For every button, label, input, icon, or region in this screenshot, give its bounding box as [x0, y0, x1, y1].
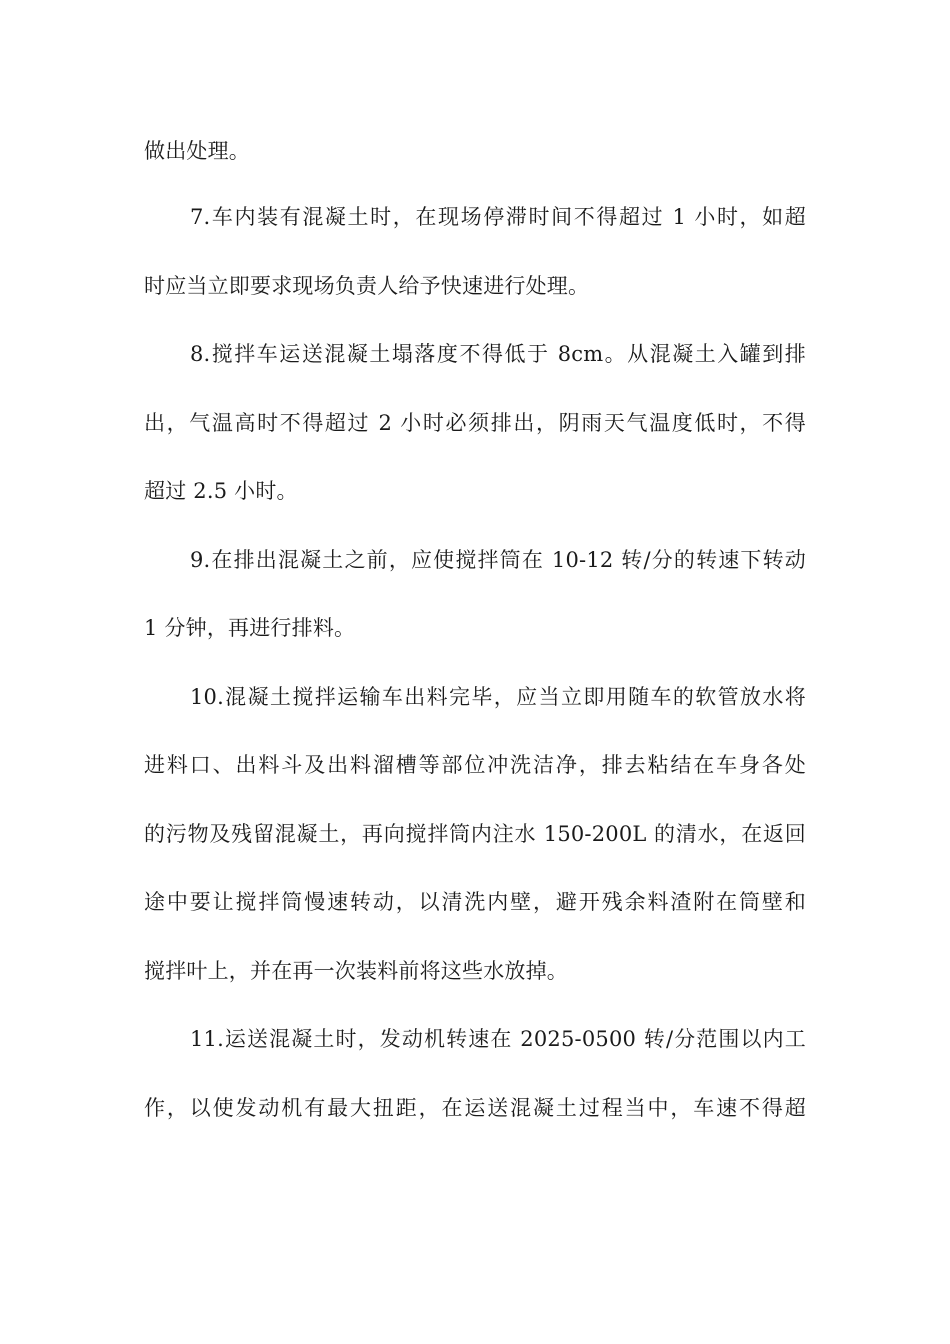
text-line: 途中要让搅拌筒慢速转动，以清洗内壁，避开残余料渣附在筒壁和	[144, 890, 806, 914]
text-line: 8.搅拌车运送混凝土塌落度不得低于 8cm。从混凝土入罐到排	[190, 342, 806, 366]
text-line: 11.运送混凝土时，发动机转速在 2025-0500 转/分范围以内工	[190, 1027, 806, 1051]
text-line: 做出处理。	[144, 139, 250, 163]
text-line: 的污物及残留混凝土，再向搅拌筒内注水 150-200L 的清水，在返回	[144, 822, 806, 846]
text-line: 出，气温高时不得超过 2 小时必须排出，阴雨天气温度低时，不得	[144, 411, 806, 435]
text-line: 超过 2.5 小时。	[144, 479, 298, 503]
text-line: 10.混凝土搅拌运输车出料完毕，应当立即用随车的软管放水将	[190, 685, 806, 709]
text-line: 作，以使发动机有最大扭距，在运送混凝土过程当中，车速不得超	[144, 1096, 806, 1120]
text-line: 进料口、出料斗及出料溜槽等部位冲洗洁净，排去粘结在车身各处	[144, 753, 806, 777]
text-line: 9.在排出混凝土之前，应使搅拌筒在 10-12 转/分的转速下转动	[190, 548, 806, 572]
text-line: 7.车内装有混凝土时，在现场停滞时间不得超过 1 小时，如超	[190, 205, 806, 229]
text-line: 搅拌叶上，并在再一次装料前将这些水放掉。	[144, 959, 568, 983]
text-line: 1 分钟，再进行排料。	[144, 616, 356, 640]
text-line: 时应当立即要求现场负责人给予快速进行处理。	[144, 274, 590, 298]
